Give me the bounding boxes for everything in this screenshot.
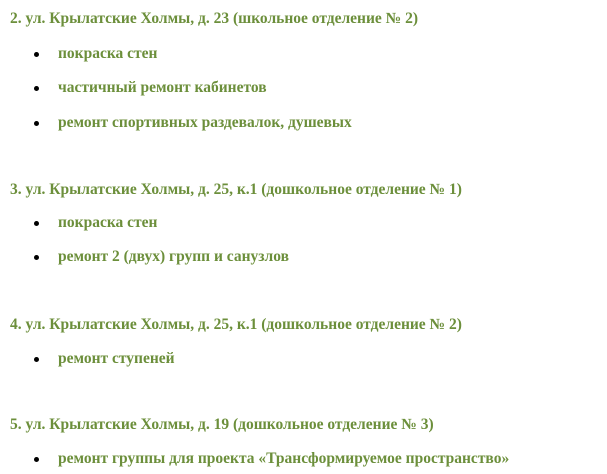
list-item xyxy=(34,114,352,132)
section-heading-2: 2. ул. Крылатские Холмы, д. 23 (школьное отделение № 2) xyxy=(10,10,419,27)
bullet-icon xyxy=(34,86,39,91)
list-item-text: покраска стен xyxy=(58,45,158,62)
bullet-icon xyxy=(34,221,39,226)
list-item-text: ремонт группы для проекта «Трансформируемое пространство» xyxy=(58,450,510,467)
bullet-icon xyxy=(34,457,39,462)
bullet-icon xyxy=(34,357,39,362)
bullet-icon xyxy=(34,52,39,57)
bullet-icon xyxy=(34,255,39,260)
list-item xyxy=(34,248,289,266)
list-item-text: покраска стен xyxy=(58,214,158,231)
section-heading-3: 3. ул. Крылатские Холмы, д. 25, к.1 (дошкольное отделение № 1) xyxy=(10,181,462,198)
list-item xyxy=(34,214,158,232)
list-item xyxy=(34,79,267,97)
list-item-text: ремонт спортивных раздевалок, душевых xyxy=(58,114,352,131)
list-item-text: ремонт 2 (двух) групп и санузлов xyxy=(58,248,289,265)
list-item xyxy=(34,45,158,63)
list-item-text: частичный ремонт кабинетов xyxy=(58,79,267,96)
list-item-text: ремонт ступеней xyxy=(58,350,175,367)
section-heading-5: 5. ул. Крылатские Холмы, д. 19 (дошкольное отделение № 3) xyxy=(10,416,434,433)
section-heading-4: 4. ул. Крылатские Холмы, д. 25, к.1 (дошкольное отделение № 2) xyxy=(10,316,462,333)
bullet-icon xyxy=(34,121,39,126)
list-item xyxy=(34,350,175,368)
list-item xyxy=(34,450,509,468)
